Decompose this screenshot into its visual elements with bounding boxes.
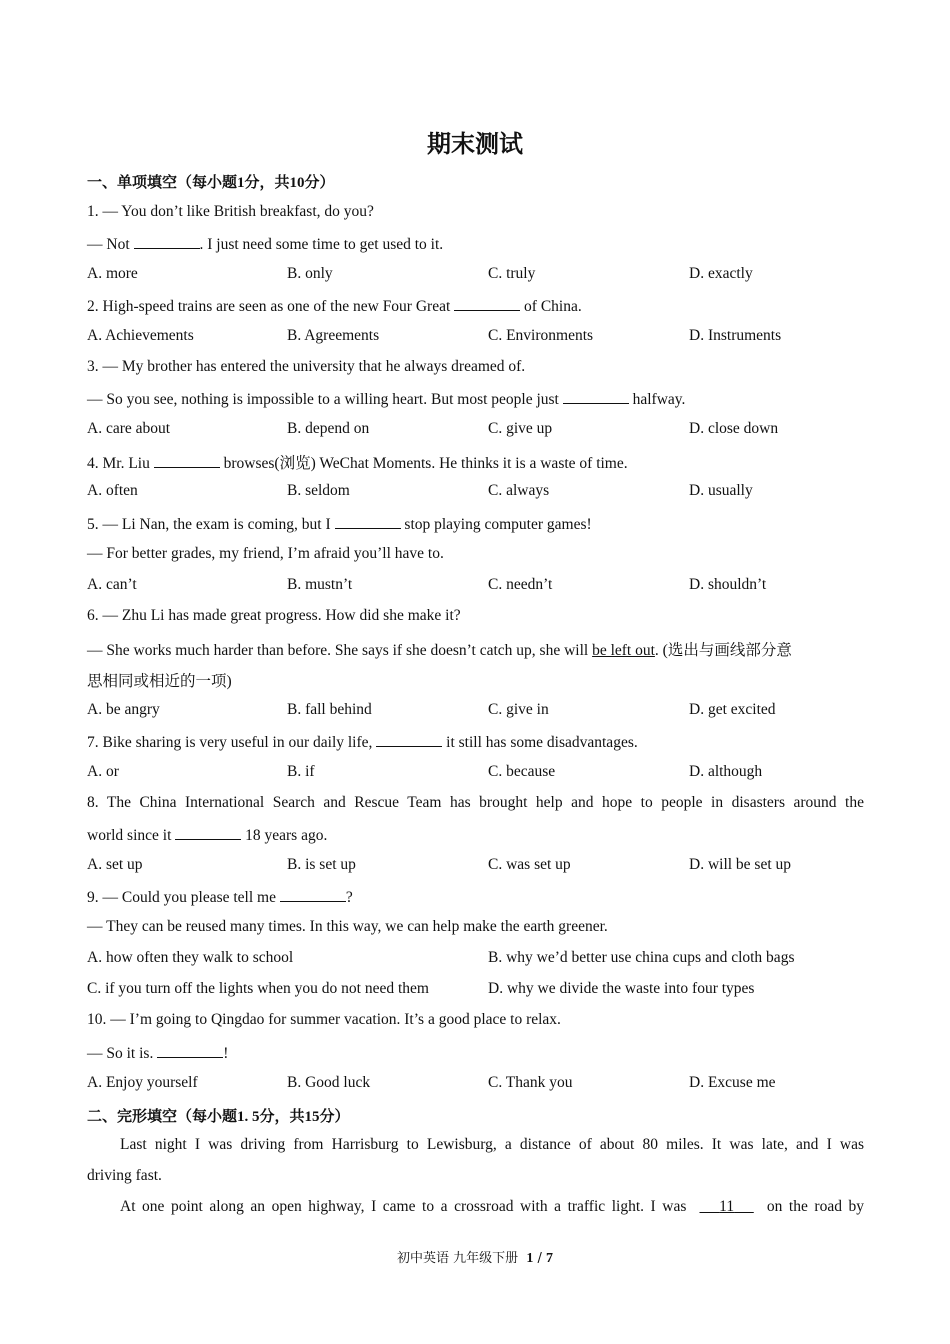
option-a: A. or xyxy=(87,763,119,780)
option-c: C. Thank you xyxy=(488,1074,573,1091)
option-c: C. because xyxy=(488,763,556,780)
option-a: A. be angry xyxy=(87,701,160,718)
question-10-reply: — So it is. ! xyxy=(87,1045,229,1062)
answer-blank xyxy=(335,514,401,529)
question-4-text: 4. Mr. Liu browses(浏览) WeChat Moments. He thinks it is a waste of time. xyxy=(87,455,628,472)
question-1-text: 1. — You don’t like British breakfast, do you? xyxy=(87,203,374,220)
question-5-reply: — For better grades, my friend, I’m afraid you’ll have to. xyxy=(87,545,444,562)
question-2-text: 2. High-speed trains are seen as one of the new Four Great of China. xyxy=(87,298,582,315)
question-9-reply: — They can be reused many times. In this way, we can help make the earth greener. xyxy=(87,918,608,935)
question-8-text-cont: world since it 18 years ago. xyxy=(87,827,328,844)
option-c: C. needn’t xyxy=(488,576,553,593)
answer-blank xyxy=(157,1043,223,1058)
option-d: D. get excited xyxy=(689,701,776,718)
answer-blank xyxy=(376,732,442,747)
answer-blank xyxy=(280,887,346,902)
page-title: 期末测试 xyxy=(427,130,523,158)
option-a: A. Achievements xyxy=(87,327,194,344)
option-d: D. close down xyxy=(689,420,779,437)
passage-line: driving fast. xyxy=(87,1167,162,1184)
option-d: D. will be set up xyxy=(689,856,792,873)
answer-blank xyxy=(454,296,520,311)
question-6-text: 6. — Zhu Li has made great progress. How did she make it? xyxy=(87,607,461,624)
option-b: B. depend on xyxy=(287,420,370,437)
answer-blank xyxy=(154,453,220,468)
option-d: D. Excuse me xyxy=(689,1074,776,1091)
answer-blank xyxy=(134,234,200,249)
question-9-text: 9. — Could you please tell me ? xyxy=(87,889,353,906)
option-d: D. usually xyxy=(689,482,753,499)
option-a: A. can’t xyxy=(87,576,137,593)
option-c: C. if you turn off the lights when you do not need them xyxy=(87,980,429,997)
section-heading-2: 二、完形填空（每小题1. 5分，共15分） xyxy=(87,1107,350,1125)
option-a: A. often xyxy=(87,482,138,499)
option-c: C. give up xyxy=(488,420,553,437)
question-10-text: 10. — I’m going to Qingdao for summer vacation. It’s a good place to relax. xyxy=(87,1011,561,1028)
option-a: A. more xyxy=(87,265,138,282)
option-c: C. truly xyxy=(488,265,536,282)
option-c: C. always xyxy=(488,482,550,499)
page-footer: 初中英语 九年级下册 1 / 7 xyxy=(396,1251,554,1266)
question-3-text: 3. — My brother has entered the university that he always dreamed of. xyxy=(87,358,526,375)
question-6-instruction: 思相同或相近的一项) xyxy=(87,673,232,690)
passage-line: Last night I was driving from Harrisburg to Lewisburg, a distance of about 80 miles. It was late, and I was xyxy=(120,1136,864,1153)
option-a: A. care about xyxy=(87,420,171,437)
question-3-reply: — So you see, nothing is impossible to a willing heart. But most people just halfway. xyxy=(87,391,686,408)
option-b: B. why we’d better use china cups and cloth bags xyxy=(488,949,795,966)
option-b: B. Good luck xyxy=(287,1074,371,1091)
question-8-text: 8. The China International Search and Rescue Team has brought help and hope to people in disasters around the xyxy=(87,794,864,811)
cloze-blank-11: 11 xyxy=(719,1198,735,1215)
option-d: D. exactly xyxy=(689,265,753,282)
option-b: B. Agreements xyxy=(287,327,380,344)
option-c: C. was set up xyxy=(488,856,571,873)
option-b: B. if xyxy=(287,763,315,780)
option-c: C. Environments xyxy=(488,327,594,344)
option-a: A. Enjoy yourself xyxy=(87,1074,198,1091)
option-a: A. set up xyxy=(87,856,143,873)
page-number: 1 xyxy=(526,1251,534,1266)
question-1-reply: — Not . I just need some time to get used to it. xyxy=(87,236,444,253)
option-b: B. mustn’t xyxy=(287,576,353,593)
option-d: D. although xyxy=(689,763,763,780)
question-6-reply: — She works much harder than before. She says if she doesn’t catch up, she will be left out. (选出与画线部分意 xyxy=(87,642,792,659)
question-7-text: 7. Bike sharing is very useful in our daily life, it still has some disadvantages. xyxy=(87,734,638,751)
option-d: D. Instruments xyxy=(689,327,782,344)
option-b: B. only xyxy=(287,265,333,282)
option-b: B. seldom xyxy=(287,482,350,499)
option-b: B. fall behind xyxy=(287,701,372,718)
page-total: 7 xyxy=(546,1251,554,1266)
option-c: C. give in xyxy=(488,701,549,718)
option-d: D. shouldn’t xyxy=(689,576,767,593)
section-heading-1: 一、单项填空（每小题1分，共10分） xyxy=(87,173,335,191)
answer-blank xyxy=(175,825,241,840)
answer-blank xyxy=(563,389,629,404)
passage-line: At one point along an open highway, I came to a crossroad with a traffic light. I was 11 on the road by xyxy=(120,1198,865,1215)
question-5-text: 5. — Li Nan, the exam is coming, but I stop playing computer games! xyxy=(87,516,592,533)
option-a: A. how often they walk to school xyxy=(87,949,294,966)
option-b: B. is set up xyxy=(287,856,356,873)
underlined-phrase: be left out xyxy=(592,642,655,659)
option-d: D. why we divide the waste into four types xyxy=(488,980,755,997)
